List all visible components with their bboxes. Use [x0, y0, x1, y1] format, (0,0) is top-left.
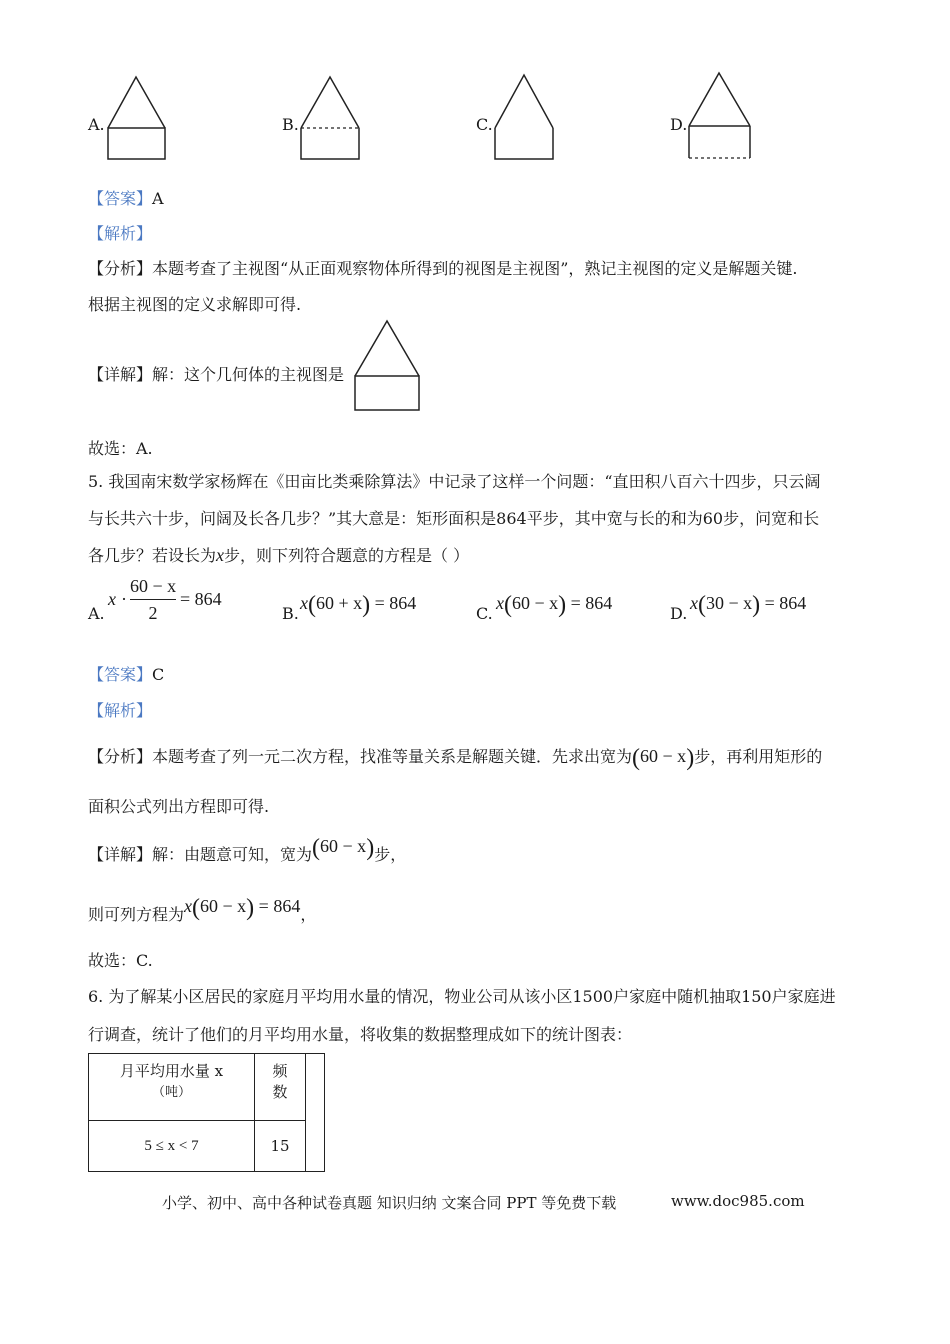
answer-value: C [152, 665, 165, 684]
fraction-numerator: 60 − x [130, 576, 177, 596]
fraction-denominator: 2 [148, 603, 158, 623]
q5-stem-line2: 与长共六十步，问阔及长各几步？”其大意是：矩形面积是864平步，其中宽与长的和为60步，问宽和长 [88, 509, 820, 528]
q5-equation: 则可列方程为x(60 − x) = 864， [88, 895, 317, 924]
q4-fenxi [88, 256, 797, 279]
fraction-bar [130, 599, 176, 600]
q6-stem-line2: 行调查，统计了他们的月平均用水量，将收集的数据整理成如下的统计图表： [88, 1025, 633, 1044]
table-header-frequency: 频 数 [255, 1054, 306, 1121]
q5-option-a-label: A. [88, 604, 105, 623]
q5-stem-line1: 5. 我国南宋数学家杨辉在《田亩比类乘除算法》中记录了这样一个问题：“直田积八百六十四步，只云阔 [88, 472, 821, 491]
q5-option-c-formula: x(60 − x) = 864 [496, 592, 613, 618]
q5-option-d-label: D. [670, 604, 688, 623]
option-a-label: A. [88, 115, 105, 134]
q5-option-d-formula: x(30 − x) = 864 [690, 592, 807, 618]
fenxi-tag: 【分析】 [88, 747, 153, 766]
water-usage-table [88, 1053, 325, 1172]
table-extra-column [306, 1054, 325, 1172]
q5-fenxi: 【分析】本题考查了列一元二次方程，找准等量关系是解题关键．先求出宽为(60 − x)步，再利用矩形的 [88, 745, 823, 771]
option-c-label: C. [476, 115, 493, 134]
fenxi-tag: 【分析】 [88, 259, 153, 278]
q5-xiangjie: 【详解】解：由题意可知，宽为(60 − x)步， [88, 835, 407, 864]
option-b-label: B. [282, 115, 299, 134]
option-b-figure [298, 74, 364, 162]
answer-tag: 【答案】 [88, 189, 153, 208]
q5-option-b-label: B. [282, 604, 299, 623]
footer-text: 小学、初中、高中各种试卷真题 知识归纳 文案合同 PPT 等免费下载 [162, 1194, 617, 1212]
xiangjie-text: 解：这个几何体的主视图是 [152, 365, 345, 384]
q6-stem-line1: 6. 为了解某小区居民的家庭月平均用水量的情况，物业公司从该小区1500户家庭中随机抽取150户家庭进 [88, 987, 836, 1006]
q4-answer [88, 186, 164, 209]
q4-xiangjie [88, 362, 344, 385]
answer-value: A [152, 189, 164, 208]
q5-option-c-label: C. [476, 604, 493, 623]
table-cell-range: 5 ≤ x < 7 [89, 1121, 255, 1172]
jiexi-tag: 【解析】 [88, 701, 153, 720]
xiangjie-tag: 【详解】 [88, 845, 153, 864]
q5-stem-line3: 各几步？若设长为x步，则下列符合题意的方程是（ ） [88, 545, 470, 565]
fenxi-text: 本题考查了主视图“从正面观察物体所得到的视图是主视图”，熟记主视图的定义是解题关键. [152, 259, 798, 278]
answer-tag: 【答案】 [88, 665, 153, 684]
jiexi-tag: 【解析】 [88, 224, 153, 243]
option-a-figure [105, 74, 169, 162]
option-d-figure [686, 70, 754, 162]
xiangjie-tag: 【详解】 [88, 365, 153, 384]
answer-figure [352, 318, 424, 414]
option-d-label: D. [670, 115, 688, 134]
q4-fenxi-line2: 根据主视图的定义求解即可得. [88, 295, 302, 314]
footer-link[interactable]: www.doc985.com [671, 1192, 805, 1210]
table-cell-count: 15 [255, 1121, 306, 1172]
table-header-usage: 月平均用水量 x （吨） [89, 1054, 255, 1121]
q5-fenxi-line2: 面积公式列出方程即可得. [88, 797, 270, 816]
q4-guxuan: 故选：A. [88, 439, 153, 458]
q5-option-a-formula: x · 60 − x 2 = 864 [108, 576, 222, 623]
option-c-figure [492, 72, 558, 162]
q5-option-b-formula: x(60 + x) = 864 [300, 592, 417, 618]
q5-guxuan: 故选：C. [88, 951, 153, 970]
q5-answer [88, 662, 164, 685]
